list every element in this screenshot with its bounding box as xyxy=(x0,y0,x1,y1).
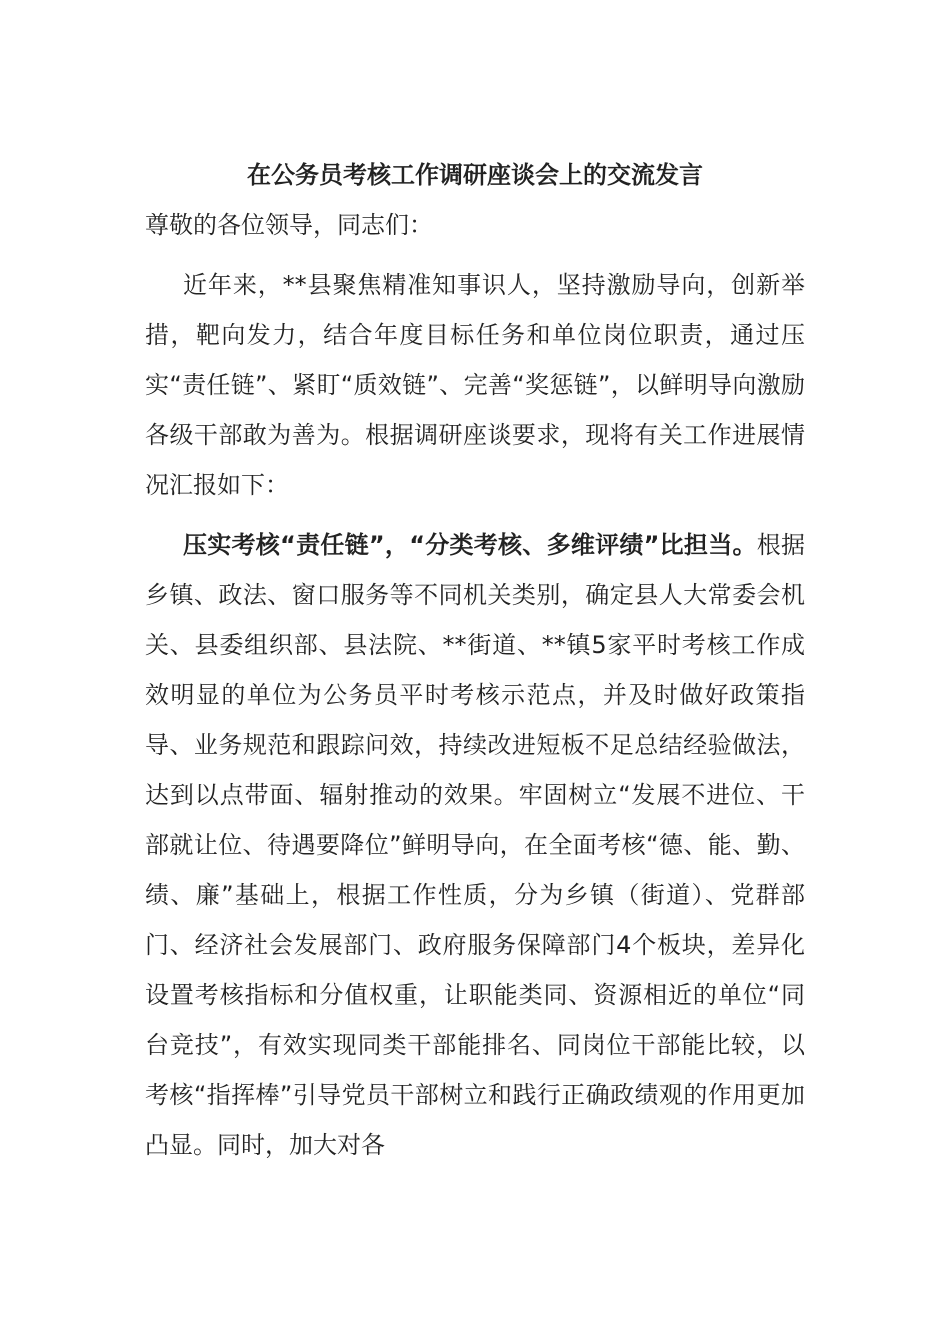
paragraph-text: 根据乡镇、政法、窗口服务等不同机关类别，确定县人大常委会机关、县委组织部、县法院、**街道、**镇5家平时考核工作成效明显的单位为公务员平时考核示范点，并及时做好政策指导、业务规范和跟踪问效，持续改进短板不足总结经验做法，达到以点带面、辐射推动的效果。牢固树立“发展不进位、干部就让位、待遇要降位”鲜明导向，在全面考核“德、能、勤、绩、廉”基础上，根据工作性质，分为乡镇（街道）、党群部门、经济社会发展部门、政府服务保障部门4个板块，差异化设置考核指标和分值权重，让职能类同、资源相近的单位“同台竞技”，有效实现同类干部能排名、同岗位干部能比较，以考核“指挥棒”引导党员干部树立和践行正确政绩观的作用更加凸显。同时，加大对各 xyxy=(145,531,805,1159)
salutation: 尊敬的各位领导，同志们： xyxy=(145,211,433,239)
document-page xyxy=(145,150,805,1170)
paragraph-responsibility-chain xyxy=(145,520,805,1170)
paragraph-intro xyxy=(145,260,805,510)
document-title: 在公务员考核工作调研座谈会上的交流发言 xyxy=(247,161,703,189)
paragraph-text: 近年来，**县聚焦精准知事识人，坚持激励导向，创新举措，靶向发力，结合年度目标任务和单位岗位职责，通过压实“责任链”、紧盯“质效链”、完善“奖惩链”，以鲜明导向激励各级干部敢为善为。根据调研座谈要求，现将有关工作进展情况汇报如下： xyxy=(145,271,805,499)
paragraph-lead-heading: 压实考核“责任链”，“分类考核、多维评绩”比担当。 xyxy=(183,531,757,559)
